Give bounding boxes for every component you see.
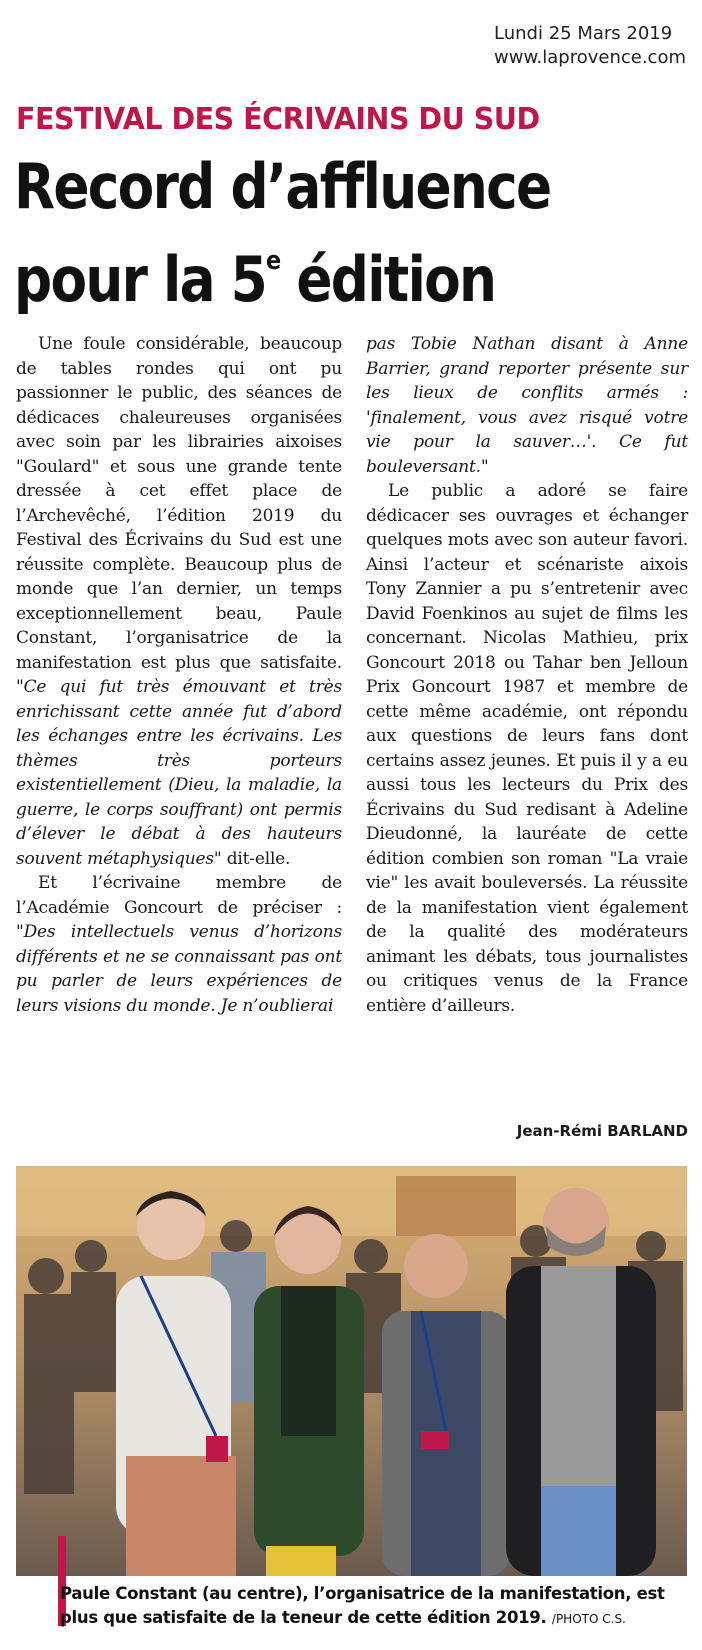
paragraph-1: Une foule considérable, beaucoup de tables rondes qui ont pu passionner le public, des séances de dédicaces chaleureuses organisées avec soin par les librairies aixoises "Goulard" et sous une grande tente dressée à cet effet place de l’Archevêché, l’édition 2019 du Festival des Écrivains du Sud est une réussite complète. Beaucoup plus de monde que l’an dernier, un temps exceptionnellement beau, Paule Constant, l’organisatrice de la manifestation est plus que satisfaite. "Ce qui fut très émouvant et très enrichissant cette année fut d’abord les échanges entre les écrivains. Les thèmes très porteurs existentiellement (Dieu, la maladie, la guerre, le corps souffrant) ont permis d’élever le débat à des hauteurs souvent métaphysiques" dit-elle. <box>16 334 342 869</box>
event-photo <box>16 1166 687 1576</box>
headline-line-1: Record d’affluence <box>14 150 551 223</box>
publication-url[interactable]: www.laprovence.com <box>494 47 686 68</box>
article-column-2 <box>366 332 688 1018</box>
section-kicker: FESTIVAL DES ÉCRIVAINS DU SUD <box>16 102 540 137</box>
publication-date: Lundi 25 Mars 2019 <box>494 23 673 44</box>
headline-superscript: e <box>266 246 280 276</box>
photo-illustration <box>16 1166 687 1576</box>
photo-caption: Paule Constant (au centre), l’organisatrice de la manifestation, est plus que satisfaite de la teneur de cette édition 2019. /PHOTO C.S. <box>60 1584 665 1627</box>
paragraph-3: Le public a adoré se faire dédicacer ses ouvrages et échanger quelques mots avec son auteur favori. Ainsi l’acteur et scénariste aixois Tony Zannier a pu s’entretenir avec David Foenkinos au sujet de films les concernant. Nicolas Mathieu, prix Goncourt 2018 ou Tahar ben Jelloun Prix Goncourt 1987 et membre de cette même académie, ont répondu aux questions de leurs fans dont certains assez jeunes. Et puis il y a eu aussi tous les lecteurs du Prix des Écrivains du Sud redisant à Adeline Dieudonné, la lauréate de cette édition combien son roman "La vraie vie" les avait bouleversés. La réussite de la manifestation vient également de la qualité des modérateurs animant les débats, tous journalistes ou critiques venus de la France entière d’ailleurs. <box>366 481 688 1016</box>
quote-paule-constant: "Ce qui fut très émouvant et très enrichissant cette année fut d’abord les échanges entre les écrivains. Les thèmes très porteurs existentiellement (Dieu, la maladie, la guerre, le corps souffrant) ont permis d’élever le débat à des hauteurs souvent métaphysiques" <box>16 677 342 869</box>
paragraph-2-continued: pas Tobie Nathan disant à Anne Barrier, grand reporter présente sur les lieux de conflits armés : 'finalement, vous avez risqué votre vie pour la sauver…'. Ce fut bouleversant." <box>366 334 688 477</box>
quote-intellectuels: "Des intellectuels venus d’horizons différents et ne se connaissant pas ont pu parler de leurs expériences de leurs visions du monde. Je n’oublierai <box>16 922 342 1016</box>
headline <box>14 150 550 317</box>
photo-credit: /PHOTO C.S. <box>551 1612 626 1626</box>
author-signature: Jean-Rémi BARLAND <box>516 1122 688 1140</box>
source-info <box>494 22 686 70</box>
paragraph-2: Et l’écrivaine membre de l’Académie Goncourt de préciser : "Des intellectuels venus d’horizons différents et ne se connaissant pas ont pu parler de leurs expériences de leurs visions du monde. Je n’oublierai <box>16 873 342 1016</box>
article-column-1 <box>16 332 342 1018</box>
headline-line-2: pour la 5e édition <box>14 243 496 316</box>
